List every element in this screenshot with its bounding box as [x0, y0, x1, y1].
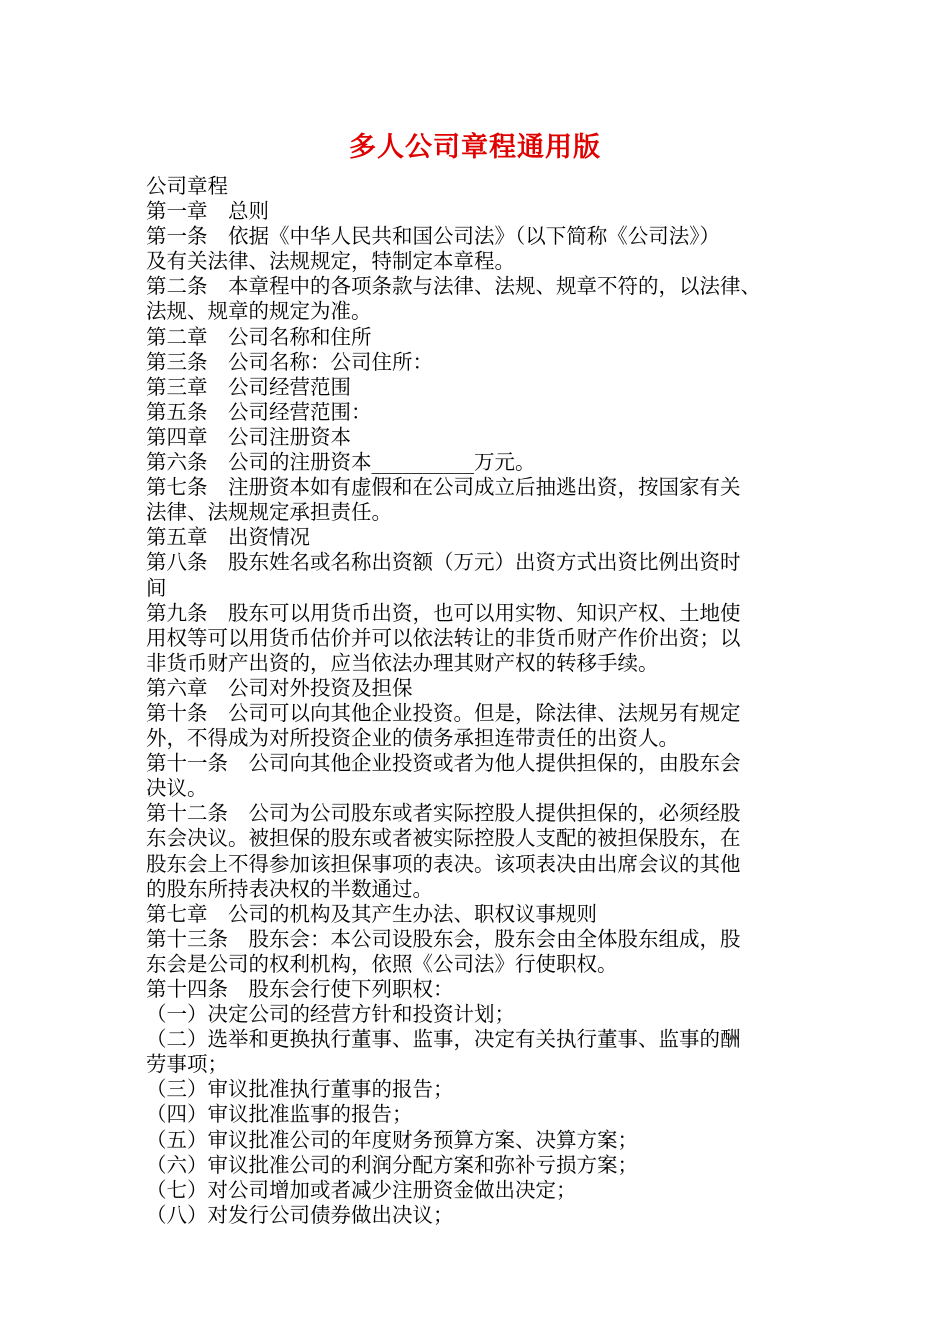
text-line: 第十条 公司可以向其他企业投资。但是，除法律、法规另有规定 [146, 700, 741, 725]
text-line: （四）审议批准监事的报告； [146, 1102, 413, 1127]
text-line: （六）审议批准公司的利润分配方案和弥补亏损方案； [146, 1152, 638, 1177]
text-line: 第五条 公司经营范围： [146, 399, 372, 424]
text-line: 第九条 股东可以用货币出资，也可以用实物、知识产权、土地使 [146, 600, 741, 625]
text-line: 外，不得成为对所投资企业的债务承担连带责任的出资人。 [146, 726, 679, 751]
text-line: 第四章 公司注册资本 [146, 424, 351, 449]
text-line: （一）决定公司的经营方针和投资计划； [146, 1002, 515, 1027]
text-line: 第六条 公司的注册资本__________万元。 [146, 450, 536, 475]
text-line: 第五章 出资情况 [146, 525, 310, 550]
text-line: 决议。 [146, 776, 208, 801]
text-line: 劳事项； [146, 1052, 228, 1077]
text-line: 第一条 依据《中华人民共和国公司法》（以下简称《公司法》） [146, 224, 720, 249]
text-line: 东会决议。被担保的股东或者被实际控股人支配的被担保股东，在 [146, 826, 741, 851]
text-line: 非货币财产出资的，应当依法办理其财产权的转移手续。 [146, 650, 659, 675]
text-line: （五）审议批准公司的年度财务预算方案、决算方案； [146, 1127, 638, 1152]
text-line: （三）审议批准执行董事的报告； [146, 1077, 454, 1102]
text-line: 第十一条 公司向其他企业投资或者为他人提供担保的，由股东会 [146, 751, 741, 776]
text-line: （八）对发行公司债券做出决议； [146, 1202, 454, 1227]
text-line: 公司章程 [146, 174, 228, 198]
text-line: 用权等可以用货币估价并可以依法转让的非货币财产作价出资；以 [146, 625, 741, 650]
text-line: 法规、规章的规定为准。 [146, 299, 372, 324]
text-line: （二）选举和更换执行董事、监事，决定有关执行董事、监事的酬 [146, 1027, 741, 1052]
text-line: 第十二条 公司为公司股东或者实际控股人提供担保的，必须经股 [146, 801, 741, 826]
text-line: 第八条 股东姓名或名称出资额（万元）出资方式出资比例出资时 [146, 550, 741, 575]
text-line: 股东会上不得参加该担保事项的表决。该项表决由出席会议的其他 [146, 851, 741, 876]
document-body [146, 174, 816, 1228]
document-title: 多人公司章程通用版 [349, 132, 601, 163]
text-line: （七）对公司增加或者减少注册资金做出决定； [146, 1177, 577, 1202]
text-line: 第七条 注册资本如有虚假和在公司成立后抽逃出资，按国家有关 [146, 475, 741, 500]
text-line: 及有关法律、法规规定，特制定本章程。 [146, 249, 515, 274]
text-line: 第十四条 股东会行使下列职权： [146, 977, 454, 1001]
text-line: 第十三条 股东会：本公司设股东会，股东会由全体股东组成，股 [146, 926, 741, 951]
text-line: 第二章 公司名称和住所 [146, 324, 372, 349]
text-line: 东会是公司的权利机构，依照《公司法》行使职权。 [146, 951, 618, 976]
text-line: 的股东所持表决权的半数通过。 [146, 876, 433, 901]
text-line: 第三条 公司名称：公司住所： [146, 349, 433, 374]
text-line: 法律、法规规定承担责任。 [146, 500, 392, 525]
text-line: 第六章 公司对外投资及担保 [146, 675, 413, 700]
text-line: 第二条 本章程中的各项条款与法律、法规、规章不符的，以法律、 [146, 274, 761, 299]
text-line: 第一章 总则 [146, 199, 269, 224]
text-line: 第七章 公司的机构及其产生办法、职权议事规则 [146, 901, 597, 926]
text-line: 第三章 公司经营范围 [146, 374, 351, 399]
text-line: 间 [146, 575, 167, 600]
